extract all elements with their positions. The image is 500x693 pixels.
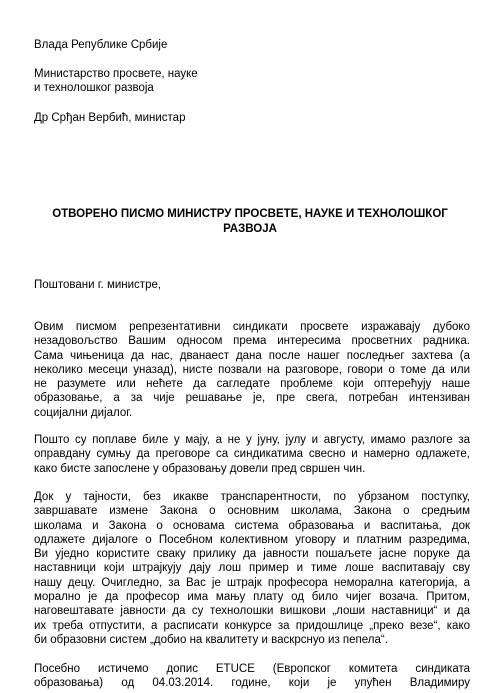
ministry-name-line2: и технолошког развоја (34, 82, 154, 94)
paragraph-line: како бисте запослене у образовању довели пред свршен чин. (34, 462, 366, 475)
paragraph-line: образовања) од 04.03.2014. године, који је упућен Владимиру (34, 677, 470, 690)
paragraph-line: Посебно истичемо допис ETUCE (Европског комитета синдиката (34, 663, 470, 675)
paragraph-2 (34, 433, 470, 476)
paragraph-line: завршавате измене Закона о основним школама, Закона о средњим (34, 505, 470, 518)
letter-title-line2: РАЗВОЈА (223, 223, 277, 235)
letter-title (30, 207, 470, 237)
government-name: Влада Републике Србије (34, 39, 168, 51)
paragraph-line: Ви уједно користите сваку прилику да јавности пошаљете јасне поруке да (34, 548, 470, 561)
paragraph-line: наговештавате јавности да су технолошки вишкови „лоши наставници“ и да (34, 605, 470, 618)
paragraph-line: Овим писмом репрезентативни синдикати просвете изражавају дубоко (34, 321, 470, 333)
paragraph-line: социјални дијалог. (34, 406, 133, 419)
paragraph-line: оправдану сумњу да преговоре са синдикатима свесно и намерно одлажете, (34, 448, 470, 461)
paragraph-line: наставници који штрајкују дају лош пример и тиме лоше васпитавају сву (34, 562, 470, 575)
paragraph-3 (34, 490, 470, 647)
greeting: Поштовани г. министре, (34, 279, 162, 291)
minister-name: Др Срђан Вербић, министар (34, 112, 186, 124)
paragraph-line: Сама чињеница да нас, дванаест дана после нашег последњег захтева (а (34, 349, 470, 362)
paragraph-line: незадовољство Вашим односом према интересима просветних радника. (34, 335, 470, 348)
paragraph-line: их треба отпустити, а расписати конкурсе за придошлице „преко везе“, како (34, 619, 470, 632)
paragraph-line: морално је да професор има мању плату од било чијег возача. Притом, (34, 591, 470, 604)
paragraph-4 (34, 662, 470, 691)
paragraph-line: Пошто су поплаве биле у мају, а не у јуну, јулу и августу, имамо разлоге за (34, 434, 470, 446)
paragraph-line: неколико месеци уназад), нисте позвали на разговоре, говори о томе да или (34, 363, 470, 376)
recipient-minister (34, 111, 185, 125)
paragraph-line: би образовни систем „добио на квалитету и васкрснуо из пепела“. (34, 633, 388, 646)
paragraph-line: школама и Закона о основама система образовања и васпитања, док (34, 519, 470, 532)
recipient-ministry (34, 67, 198, 95)
paragraph-line: нашу децу. Очигледно, за Вас је штрајк професора неморална категорија, а (34, 576, 470, 589)
paragraph-1 (34, 320, 470, 420)
paragraph-line: одлажете дијалоге о Посебном колективном уговору и платним разредима, (34, 533, 470, 546)
paragraph-line: образовање, а за чије решавање је, пре свега, потребан интензиван (34, 392, 470, 405)
ministry-name-line1: Министарство просвете, науке (34, 68, 198, 80)
recipient-government (34, 38, 167, 52)
paragraph-line: Док у тајности, без икакве транспарентности, по убрзаном поступку, (34, 491, 470, 503)
paragraph-line: не разумете или нећете да сагледате проблеме који оптерећују наше (34, 378, 470, 391)
letter-title-line1: ОТВОРЕНО ПИСМО МИНИСТРУ ПРОСВЕТЕ, НАУКЕ И ТЕХНОЛОШКОГ (52, 208, 448, 220)
